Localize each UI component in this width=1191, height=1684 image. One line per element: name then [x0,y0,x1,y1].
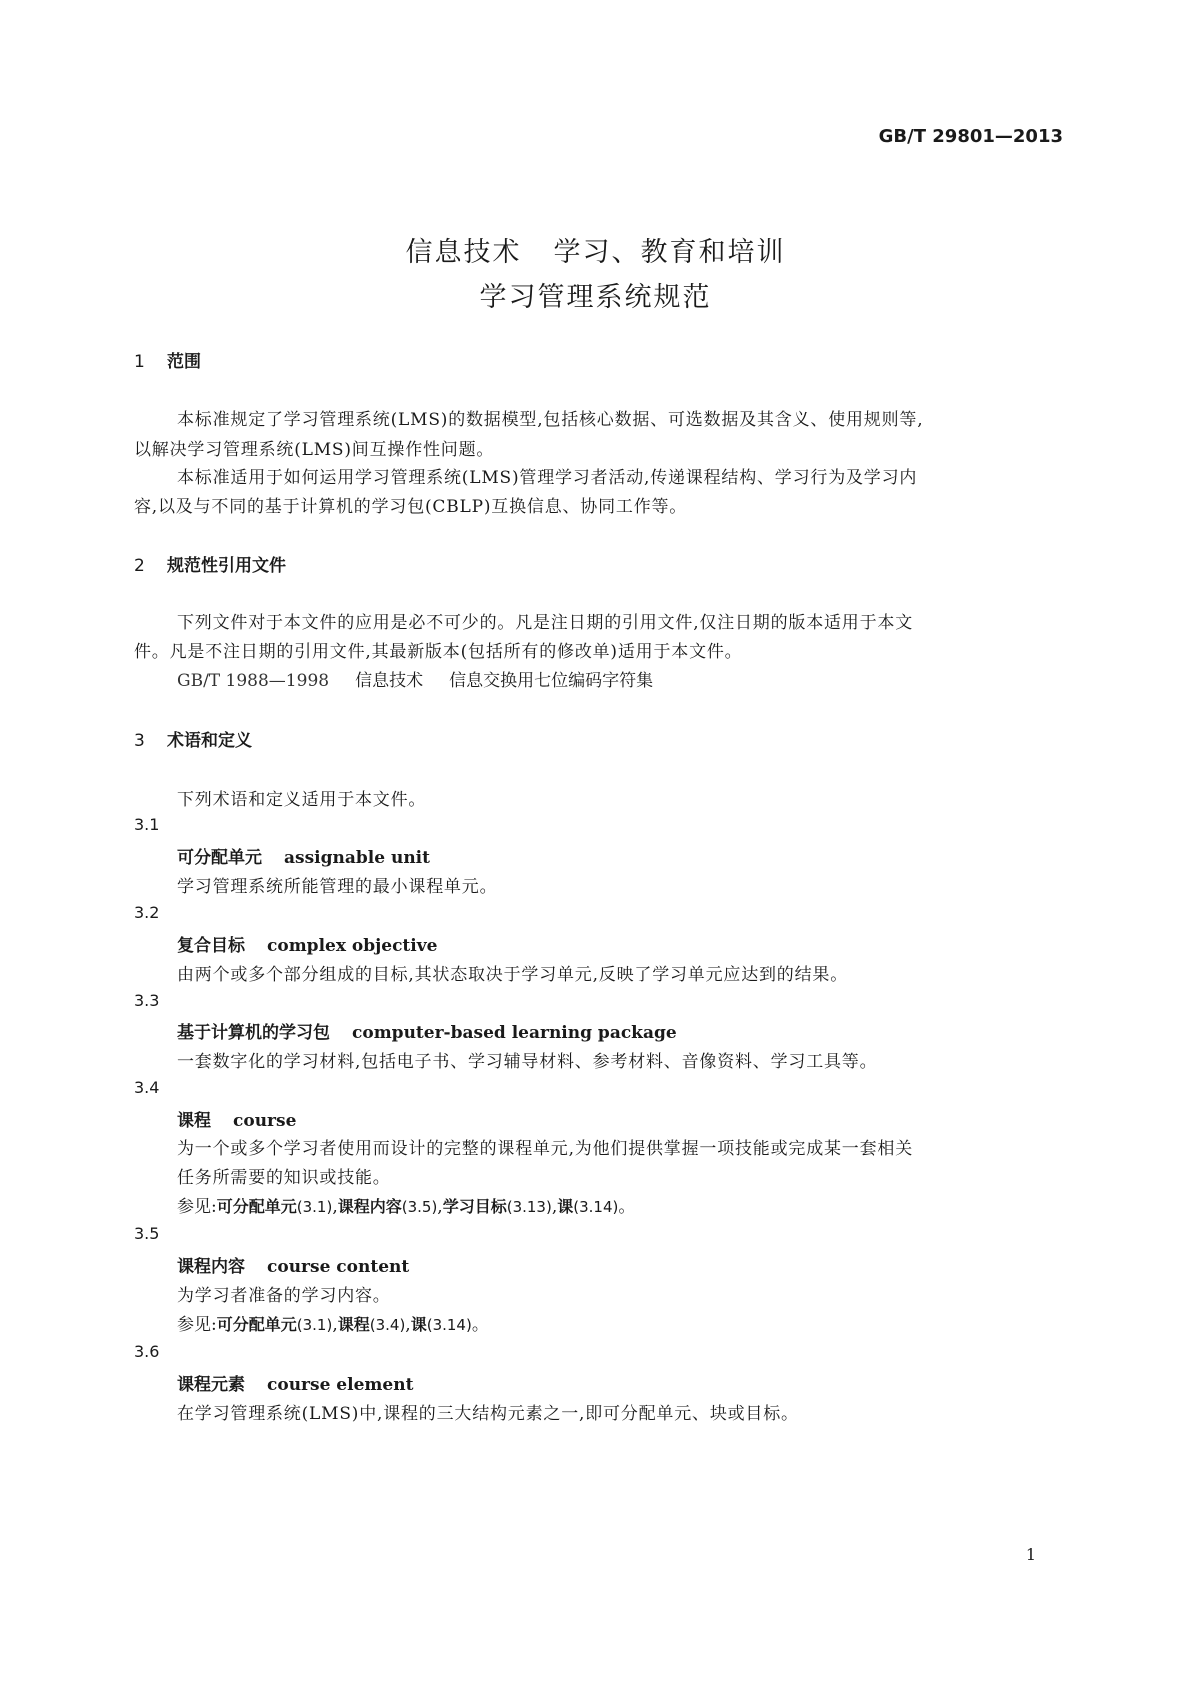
see-also-separator: 。 [618,1197,636,1217]
term-definition: 一套数字化的学习材料,包括电子书、学习辅导材料、参考材料、音像资料、学习工具等。 [177,1052,878,1072]
see-also-number: (3.14) [426,1316,472,1334]
term-en: course element [267,1375,414,1395]
term-zh: 课程 [177,1111,211,1131]
term-en: assignable unit [284,848,430,868]
page-number: 1 [1025,1545,1036,1564]
term-zh: 课程内容 [177,1257,245,1277]
section-1-paragraph-1-line-2: 以解决学习管理系统(LMS)间互操作性问题。 [134,440,495,460]
see-also-label: 参见: [177,1197,217,1217]
see-also-separator: , [332,1315,338,1335]
section-title: 规范性引用文件 [167,556,286,576]
term-entry [177,1018,677,1043]
see-also-number: (3.1) [296,1316,333,1334]
term-entry [177,843,430,868]
see-also-separator: , [332,1197,338,1217]
clause-number: 3.3 [134,991,160,1010]
section-3-intro: 下列术语和定义适用于本文件。 [177,790,427,810]
see-also-number: (3.1) [296,1198,333,1216]
see-also-line [177,1192,635,1217]
term-zh: 课程元素 [177,1375,245,1395]
term-zh: 基于计算机的学习包 [177,1023,330,1043]
clause-number: 3.6 [134,1342,160,1361]
see-also-number: (3.4) [369,1316,406,1334]
term-entry [177,931,437,956]
term-definition-line-2: 任务所需要的知识或技能。 [177,1168,391,1188]
see-also-separator: , [551,1197,558,1217]
see-also-term: 课 [410,1315,427,1334]
section-number: 2 [134,556,145,576]
see-also-number: (3.14) [573,1198,619,1216]
section-number: 1 [134,352,145,372]
section-title: 术语和定义 [167,731,252,751]
normative-reference-entry [177,666,653,691]
section-2-heading [134,551,286,576]
see-also-separator: , [405,1315,411,1335]
see-also-line [177,1310,489,1335]
clause-number: 3.1 [134,815,160,834]
clause-number: 3.4 [134,1078,160,1097]
see-also-separator: , [437,1197,443,1217]
term-entry [177,1106,296,1131]
term-en: complex objective [267,936,438,956]
section-title: 范围 [167,352,201,372]
term-en: course [233,1111,297,1131]
reference-code: GB/T 1988—1998 [177,671,330,691]
term-definition: 由两个或多个部分组成的目标,其状态取决于学习单元,反映了学习单元应达到的结果。 [177,965,849,985]
term-definition: 学习管理系统所能管理的最小课程单元。 [177,877,498,897]
section-1-heading [134,347,201,372]
document-title-line1 [0,230,1191,269]
reference-title-a: 信息技术 [355,671,424,691]
see-also-term: 课程内容 [337,1197,402,1216]
see-also-term: 课 [557,1197,574,1216]
section-1-paragraph-2-line-1: 本标准适用于如何运用学习管理系统(LMS)管理学习者活动,传递课程结构、学习行为及学习内 [177,468,918,488]
term-en: computer-based learning package [352,1023,677,1043]
standard-number: GB/T 29801—2013 [878,126,1063,147]
section-1-paragraph-2-line-2: 容,以及与不同的基于计算机的学习包(CBLP)互换信息、协同工作等。 [134,497,688,517]
document-title-line2: 学习管理系统规范 [479,282,712,313]
see-also-number: (3.5) [401,1198,438,1216]
term-definition: 在学习管理系统(LMS)中,课程的三大结构元素之一,即可分配单元、块或目标。 [177,1404,799,1424]
reference-title-b: 信息交换用七位编码字符集 [449,671,654,691]
term-entry [177,1370,413,1395]
section-1-paragraph-1-line-1: 本标准规定了学习管理系统(LMS)的数据模型,包括核心数据、可选数据及其含义、使用规则等, [177,410,924,430]
clause-number: 3.5 [134,1224,160,1243]
section-number: 3 [134,731,145,751]
section-2-paragraph-line-1: 下列文件对于本文件的应用是必不可少的。凡是注日期的引用文件,仅注日期的版本适用于本文 [177,613,914,633]
title-part-a: 信息技术 [405,237,522,268]
term-definition-line-1: 为一个或多个学习者使用而设计的完整的课程单元,为他们提供掌握一项技能或完成某一套相关 [177,1139,914,1159]
term-zh: 复合目标 [177,936,245,956]
title-part-b: 学习、教育和培训 [553,237,786,268]
term-zh: 可分配单元 [177,848,262,868]
section-2-paragraph-line-2: 件。凡是不注日期的引用文件,其最新版本(包括所有的修改单)适用于本文件。 [134,642,743,662]
see-also-separator: 。 [471,1315,489,1335]
see-also-term: 可分配单元 [216,1197,297,1216]
see-also-label: 参见: [177,1315,217,1335]
term-definition: 为学习者准备的学习内容。 [177,1286,391,1306]
see-also-term: 学习目标 [442,1197,507,1216]
term-en: course content [267,1257,410,1277]
see-also-number: (3.13) [506,1198,552,1216]
term-entry [177,1252,409,1277]
clause-number: 3.2 [134,903,160,922]
see-also-term: 可分配单元 [216,1315,297,1334]
see-also-term: 课程 [337,1315,370,1334]
section-3-heading [134,726,252,751]
